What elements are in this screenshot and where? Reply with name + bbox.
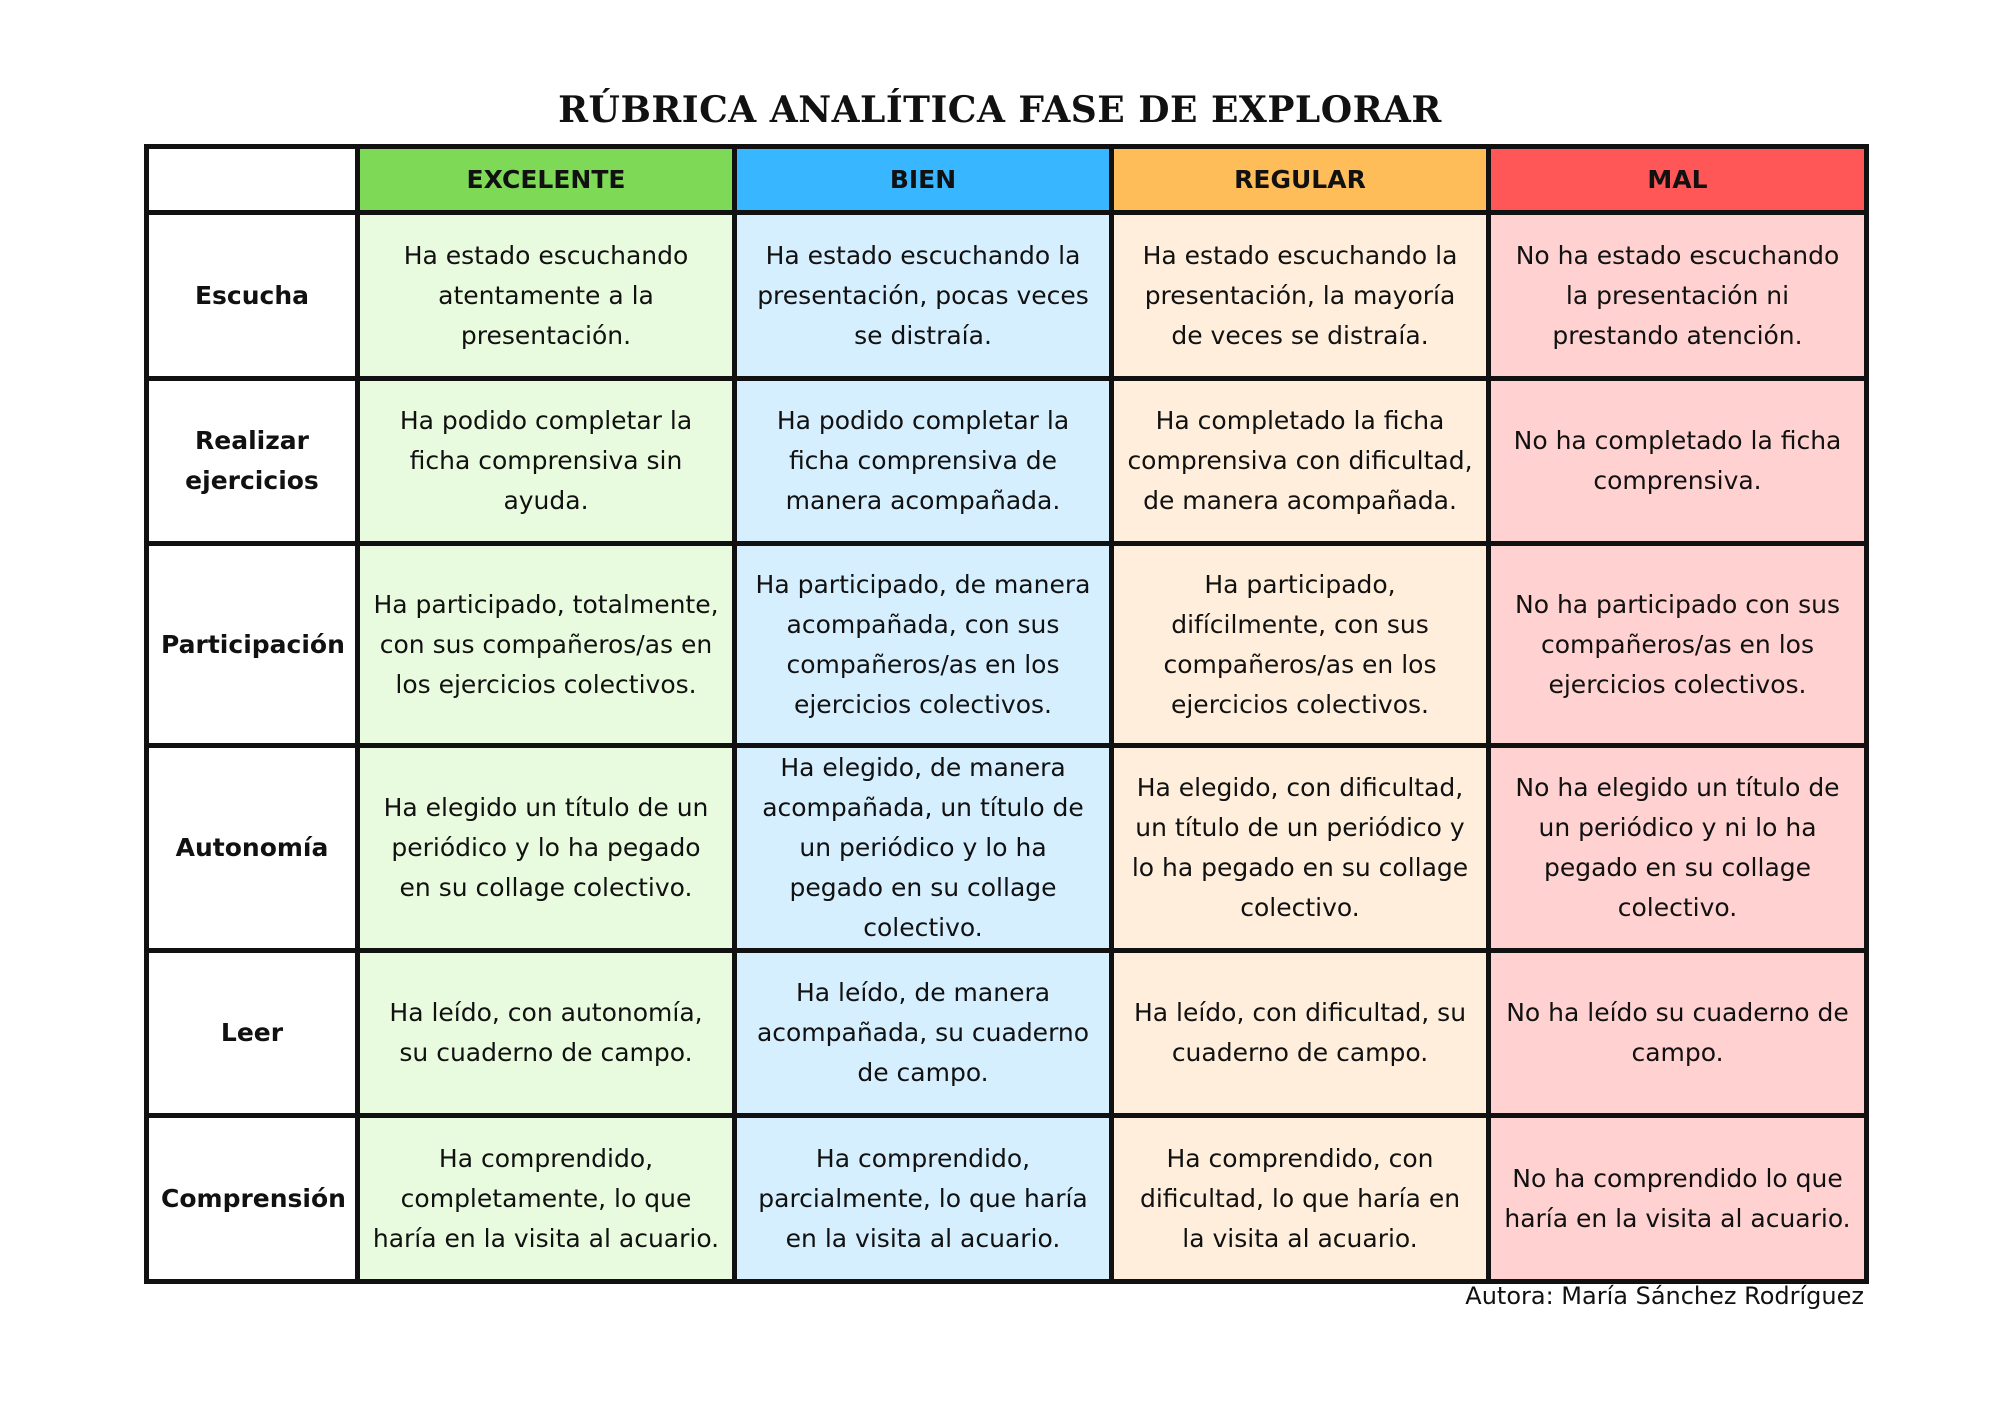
descriptor-excelente: Ha participado, totalmente, con sus compañeros/as en los ejercicios colectivos. — [358, 544, 735, 746]
descriptor-mal: No ha leído su cuaderno de campo. — [1489, 951, 1867, 1116]
descriptor-excelente: Ha elegido un título de un periódico y lo ha pegado en su collage colectivo. — [358, 746, 735, 951]
descriptor-excelente: Ha leído, con autonomía, su cuaderno de campo. — [358, 951, 735, 1116]
corner-cell — [147, 147, 358, 213]
criterion-label: Realizar ejercicios — [147, 379, 358, 544]
descriptor-regular: Ha estado escuchando la presentación, la mayoría de veces se distraía. — [1112, 213, 1489, 379]
descriptor-regular: Ha elegido, con dificultad, un título de un periódico y lo ha pegado en su collage colectivo. — [1112, 746, 1489, 951]
descriptor-bien: Ha leído, de manera acompañada, su cuaderno de campo. — [735, 951, 1112, 1116]
descriptor-excelente: Ha estado escuchando atentamente a la presentación. — [358, 213, 735, 379]
descriptor-mal: No ha completado la ficha comprensiva. — [1489, 379, 1867, 544]
descriptor-bien: Ha elegido, de manera acompañada, un título de un periódico y lo ha pegado en su collage colectivo. — [735, 746, 1112, 951]
descriptor-bien: Ha comprendido, parcialmente, lo que haría en la visita al acuario. — [735, 1116, 1112, 1282]
criterion-label: Escucha — [147, 213, 358, 379]
criterion-label: Leer — [147, 951, 358, 1116]
descriptor-bien: Ha estado escuchando la presentación, pocas veces se distraía. — [735, 213, 1112, 379]
criterion-label: Comprensión — [147, 1116, 358, 1282]
descriptor-excelente: Ha comprendido, completamente, lo que haría en la visita al acuario. — [358, 1116, 735, 1282]
descriptor-mal: No ha estado escuchando la presentación ni prestando atención. — [1489, 213, 1867, 379]
rubric-row-realizar-ejercicios — [147, 379, 1867, 544]
level-header-regular: REGULAR — [1112, 147, 1489, 213]
descriptor-bien: Ha participado, de manera acompañada, con sus compañeros/as en los ejercicios colectivos. — [735, 544, 1112, 746]
descriptor-regular: Ha leído, con dificultad, su cuaderno de campo. — [1112, 951, 1489, 1116]
descriptor-bien: Ha podido completar la ficha comprensiva de manera acompañada. — [735, 379, 1112, 544]
criterion-label: Autonomía — [147, 746, 358, 951]
level-header-bien: BIEN — [735, 147, 1112, 213]
descriptor-mal: No ha elegido un título de un periódico y ni lo ha pegado en su collage colectivo. — [1489, 746, 1867, 951]
descriptor-regular: Ha completado la ficha comprensiva con dificultad, de manera acompañada. — [1112, 379, 1489, 544]
header-row — [147, 147, 1867, 213]
level-header-excelente: EXCELENTE — [358, 147, 735, 213]
rubric-row-autonomia — [147, 746, 1867, 951]
descriptor-regular: Ha participado, difícilmente, con sus compañeros/as en los ejercicios colectivos. — [1112, 544, 1489, 746]
rubric-row-leer — [147, 951, 1867, 1116]
descriptor-mal: No ha comprendido lo que haría en la visita al acuario. — [1489, 1116, 1867, 1282]
rubric-row-escucha — [147, 213, 1867, 379]
descriptor-regular: Ha comprendido, con dificultad, lo que haría en la visita al acuario. — [1112, 1116, 1489, 1282]
page-title: RÚBRICA ANALÍTICA FASE DE EXPLORAR — [558, 89, 1442, 132]
author-credit: Autora: María Sánchez Rodríguez — [1465, 1282, 1864, 1310]
rubric-row-participacion — [147, 544, 1867, 746]
rubric-table — [144, 144, 1869, 1284]
rubric-row-comprension — [147, 1116, 1867, 1282]
level-header-mal: MAL — [1489, 147, 1867, 213]
descriptor-excelente: Ha podido completar la ficha comprensiva sin ayuda. — [358, 379, 735, 544]
descriptor-mal: No ha participado con sus compañeros/as en los ejercicios colectivos. — [1489, 544, 1867, 746]
criterion-label: Participación — [147, 544, 358, 746]
